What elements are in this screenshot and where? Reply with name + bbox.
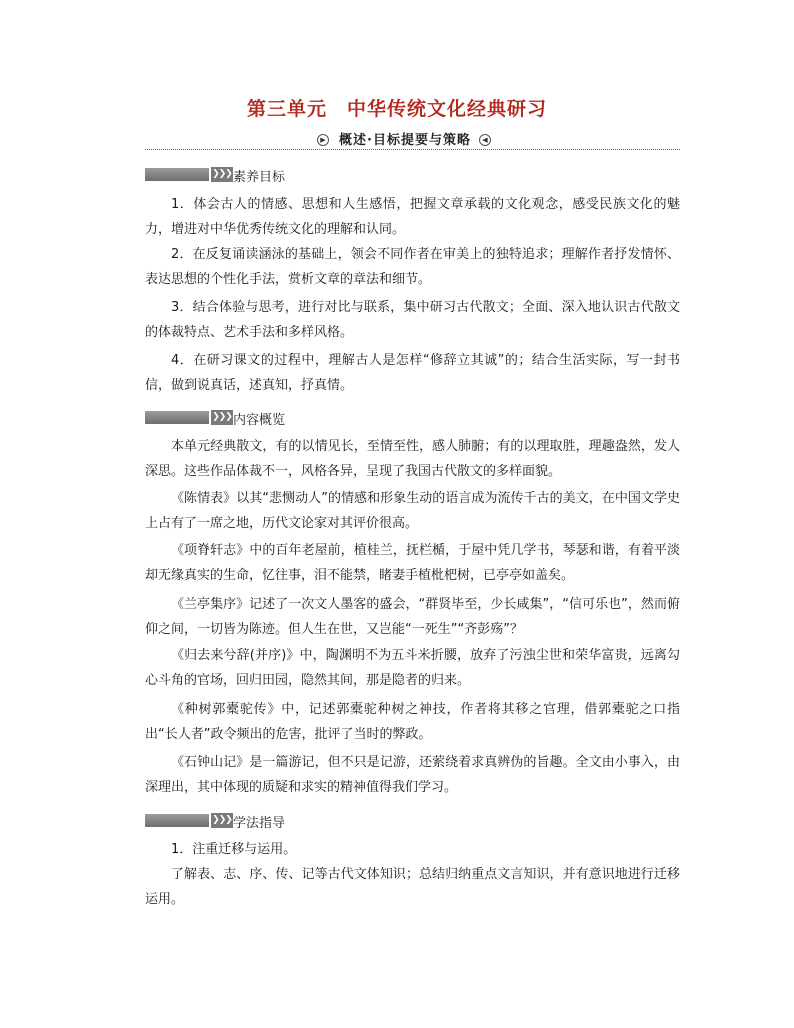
overview-paragraph: 《陈情表》以其“悲恻动人”的情感和形象生动的语言成为流传千古的美文，在中国文学史上占有了一席之地，历代文论家对其评价很高。: [145, 491, 680, 531]
goal-item-2: 2．在反复诵读涵泳的基础上，领会不同作者在审美上的独特追求；理解作者抒发情怀、表达思想的个性化手法，赏析文章的章法和细节。: [145, 247, 680, 287]
section-bar: [145, 168, 209, 181]
section-bar: [145, 411, 209, 424]
overview-paragraph: 《种树郭橐驼传》中，记述郭橐驼种树之神技，作者将其移之官理，借郭橐驼之口指出“长人者”政令频出的危害，批评了当时的弊政。: [145, 702, 680, 742]
section-heading: 内容概览: [233, 413, 286, 428]
overview-paragraph: 《归去来兮辞(并序)》中，陶渊明不为五斗米折腰，放弃了污浊尘世和荣华富贵，远离勾心斗角的官场，回归田园，隐然其间，那是隐者的归来。: [145, 648, 680, 688]
goal-item-3: 3．结合体验与思考，进行对比与联系，集中研习古代散文；全面、深入地认识古代散文的体裁特点、艺术手法和多样风格。: [145, 300, 680, 340]
overview-paragraph: 《项脊轩志》中的百年老屋前，植桂兰，抚栏楯，于屋中凭几学书，琴瑟和谐，有着平淡却无缘真实的生命，忆往事，泪不能禁，睹妻手植枇杷树，已亭亭如盖矣。: [145, 543, 680, 583]
goal-item-1: 1．体会古人的情感、思想和人生感悟，把握文章承载的文化观念，感受民族文化的魅力，增进对中华优秀传统文化的理解和认同。: [145, 197, 680, 237]
section-heading: 素养目标: [233, 170, 286, 185]
triple-chevron-icon: ❯❯❯: [211, 167, 233, 182]
triple-chevron-icon: ❯❯❯: [211, 813, 233, 828]
section-heading: 学法指导: [233, 816, 286, 831]
overview-paragraph: 《兰亭集序》记述了一次文人墨客的盛会，“群贤毕至，少长咸集”，“信可乐也”，然而俯仰之间，一切皆为陈迹。但人生在世，又岂能“一死生”“齐彭殇”？: [145, 597, 680, 637]
method-paragraph: 1．注重迁移与运用。: [171, 842, 297, 857]
goal-item-4: 4．在研习课文的过程中，理解古人是怎样“修辞立其诚”的；结合生活实际，写一封书信，做到说真话，述真知，抒真情。: [145, 353, 680, 393]
play-left-icon: ◀: [479, 134, 491, 146]
method-paragraph: 了解表、志、序、传、记等古代文体知识；总结归纳重点文言知识，并有意识地进行迁移运用。: [145, 867, 680, 907]
subtitle-banner: [145, 128, 680, 150]
page-subtitle: 概述·目标提要与策略: [339, 133, 471, 148]
section-bar: [145, 814, 209, 827]
overview-paragraph: 本单元经典散文，有的以情见长，至情至性，感人肺腑；有的以理取胜，理趣盎然，发人深思。这些作品体裁不一，风格各异，呈现了我国古代散文的多样面貌。: [145, 439, 680, 479]
triple-chevron-icon: ❯❯❯: [211, 410, 233, 425]
overview-paragraph: 《石钟山记》是一篇游记，但不只是记游，还萦绕着求真辨伪的旨趣。全文由小事入，由深理出，其中体现的质疑和求实的精神值得我们学习。: [145, 755, 680, 795]
dotted-divider: [145, 149, 680, 150]
page-title: 第三单元 中华传统文化经典研习: [246, 98, 547, 120]
play-right-icon: ▶: [317, 134, 329, 146]
